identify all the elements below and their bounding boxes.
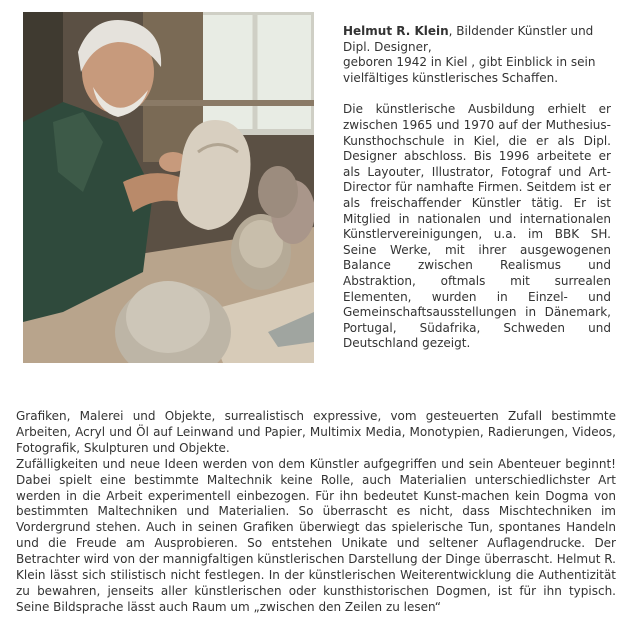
bio-paragraph: Die künstlerische Ausbildung erhielt er zwischen 1965 und 1970 auf der Muthesius-Kunsthochschule in Kiel, die er als Dipl. Designer abschloss. Bis 1996 arbeitete er als Layouter, Illustrator, Fotograf und Art-Director für namhafte Firmen. Seitdem ist er als freischaffender Künstler tätig. Er ist Mitglied in nationalen und internationalen Künstlervereinigungen, u.a. im BBK SH. Seine Werke, mit ihrer ausgewogenen Balance zwischen Realismus und Abstraktion, oftmals mit surrealen Elementen, wurden in Einzel- und Gemeinschaftsausstellungen in Dänemark, Portugal, Südafrika, Schweden und Deutschland gezeigt.	[343, 102, 611, 351]
description-paragraph-1: Grafiken, Malerei und Objekte, surrealistisch expressive, vom gesteuerten Zufall bestimmte Arbeiten, Acryl und Öl auf Leinwand und Papier, Multimix Media, Monotypien, Radierungen, Videos, Fotografik, Skulpturen und Objekte.	[16, 409, 616, 455]
artist-name: Helmut R. Klein	[343, 24, 449, 38]
intro-paragraph	[343, 24, 611, 86]
intro-column	[343, 24, 611, 352]
intro-line-2: geboren 1942 in Kiel , gibt Einblick in sein vielfältiges künstlerisches Schaffen.	[343, 55, 596, 85]
description-paragraph-2: Zufälligkeiten und neue Ideen werden von dem Künstler aufgegriffen und sein Abenteuer beginnt! Dabei spielt eine bestimmte Maltechnik keine Rolle, auch Materialien unterschiedlichster Art werden in die Arbeit experimentell einbezogen. Für ihn bedeutet Kunst-machen kein Dogma von bestimmten Maltechniken und Materialien. So überrascht es nicht, dass Mischtechniken im Vordergrund stehen. Auch in seinen Grafiken überwiegt das spielerische Tun, spontanes Handeln und die Freude am Ausprobieren. So entstehen Unikate und seltener Auflagendrucke. Der Betrachter wird von der mannigfaltigen künstlerischen Darstellung der Dinge überrascht. Helmut R. Klein lässt sich stilistisch nicht festlegen. In der künstlerischen Weiterentwicklung die Authentizität zu bewahren, jenseits aller künstlerischen oder kunsthistorischen Dogmen, ist für ihn typisch. Seine Bildsprache lässt auch Raum um „zwischen den Zeilen zu lesen“	[16, 456, 616, 614]
artist-photo	[23, 12, 314, 363]
description-section	[16, 409, 616, 616]
intro-line-1: , Bildender Künstler und Dipl. Designer,	[343, 24, 594, 54]
